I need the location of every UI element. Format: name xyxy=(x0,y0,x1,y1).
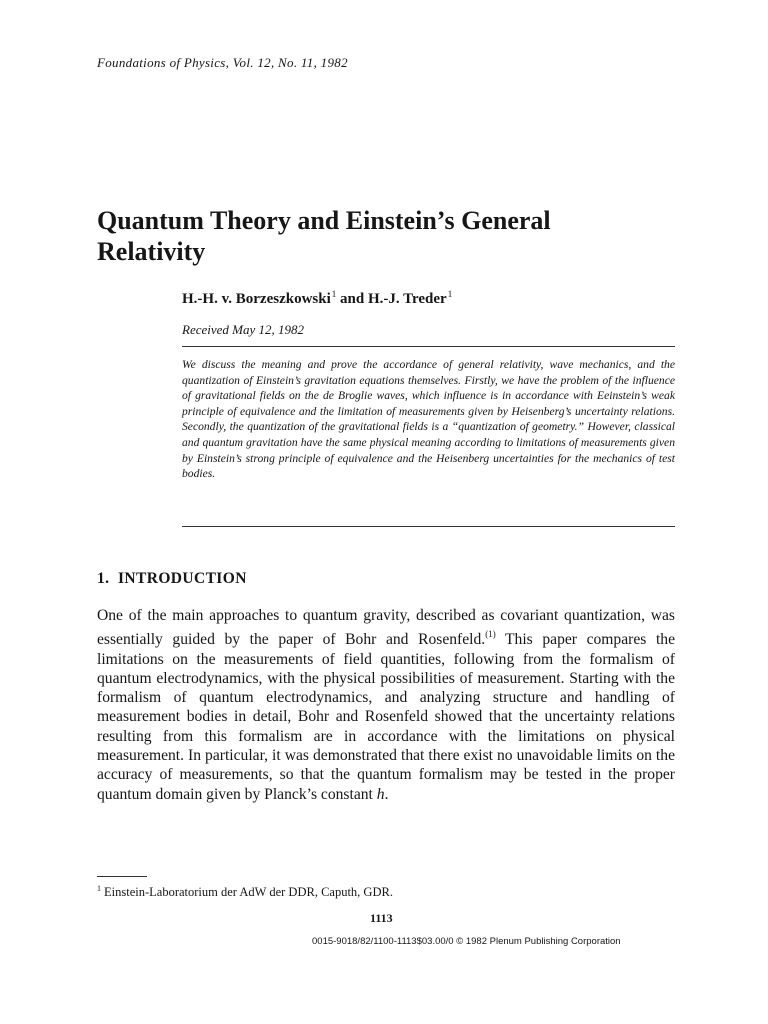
section-heading: 1. INTRODUCTION xyxy=(97,570,247,587)
abstract-text: We discuss the meaning and prove the accordance of general relativity, wave mechanics, and the quantization of Einstein’s gravitation equations themselves. Firstly, we have the problem of the influence of gravitational fields on the de Broglie waves, which influence is in accordance with Eeinstein’s weak principle of equivalence and the limitation of measurements given by Heisenberg’s uncertainty relations. Secondly, the quantization of the gravitational fields is a “quantization of geometry.” However, classical and quantum gravitation have the same physical meaning according to limitations of measurements given by Einstein’s strong principle of equivalence and the Heisenberg uncertainties for the mechanics of test bodies. xyxy=(182,358,675,481)
author-name: H.-H. v. Borzeszkowski xyxy=(182,291,331,307)
affiliation-mark: 1 xyxy=(331,289,337,299)
planck-symbol: h xyxy=(376,785,385,803)
page-number: 1113 xyxy=(370,911,393,925)
intro-text-continued: This paper compares the limitations on the measurements of field quantities, following from the formalism of quantum electrodynamics, with the physical possibilities of measurement. Starting with the formalism of quantum electrodynamics, and analyzing structure and handling of measurement bodies in detail, Bohr and Rosenfeld showed that the uncertainty relations resulting from this formalism are in accordance with the limitations on physical measurement. In particular, it was demonstrated that there exist no unavoidable limits on the accuracy of measurements, so that the quantum formalism may be tested in the proper quantum domain given by Planck’s constant xyxy=(97,631,675,803)
received-date: Received May 12, 1982 xyxy=(182,322,305,337)
abstract-top-rule xyxy=(182,346,675,347)
copyright-line: 0015-9018/82/1100-1113$03.00/0 © 1982 Plenum Publishing Corporation xyxy=(312,936,621,947)
journal-citation: Foundations of Physics, Vol. 12, No. 11, 1982 xyxy=(97,55,348,70)
affiliation-mark: 1 xyxy=(447,289,453,299)
intro-end: . xyxy=(384,785,389,803)
citation-reference: (1) xyxy=(485,629,496,640)
footnote-rule xyxy=(97,876,147,877)
footnote-text: Einstein-Laboratorium der AdW der DDR, Caputh, GDR. xyxy=(104,885,393,899)
author-conjunction: and xyxy=(336,291,368,307)
abstract-bottom-rule xyxy=(182,526,675,527)
footnote xyxy=(97,884,393,900)
paper-title: Quantum Theory and Einstein’s General Relativity xyxy=(97,206,551,266)
introduction-paragraph xyxy=(97,606,675,804)
author-line xyxy=(182,289,452,308)
author-name: H.-J. Treder xyxy=(367,291,447,307)
intro-text: One of the main approaches to quantum gravity, described as covariant quantization, was essentially guided by the paper of Bohr and Rosenfeld. xyxy=(97,607,675,649)
footnote-mark: 1 xyxy=(97,884,101,893)
